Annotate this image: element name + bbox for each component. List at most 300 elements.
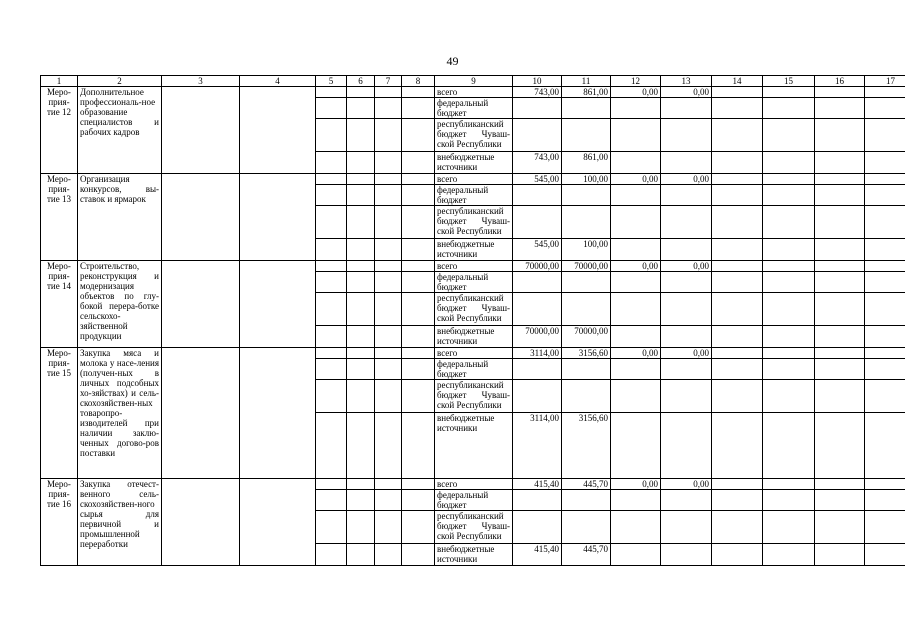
amount-cell: 70000,00 (513, 326, 562, 348)
empty-cell (865, 544, 905, 566)
empty-cell (815, 293, 865, 326)
funding-source-cell: всего (435, 87, 513, 98)
empty-cell (347, 359, 375, 380)
empty-cell (347, 119, 375, 152)
empty-cell (375, 326, 402, 348)
empty-cell (402, 348, 435, 359)
empty-cell (316, 359, 347, 380)
empty-cell (316, 185, 347, 206)
amount-cell (611, 544, 661, 566)
empty-cell (240, 479, 316, 566)
empty-cell (347, 479, 375, 490)
empty-cell (347, 380, 375, 413)
empty-cell (865, 326, 905, 348)
column-number-row (41, 76, 905, 87)
amount-cell (562, 185, 611, 206)
amount-cell: 70000,00 (513, 261, 562, 272)
table-row (41, 479, 905, 490)
empty-cell (712, 511, 763, 544)
amount-cell (611, 293, 661, 326)
page-number: 49 (446, 54, 459, 68)
amount-cell (661, 326, 712, 348)
column-header: 13 (661, 76, 712, 87)
empty-cell (712, 272, 763, 293)
empty-cell (815, 87, 865, 98)
funding-source-cell: федеральный бюджет (435, 359, 513, 380)
empty-cell (375, 185, 402, 206)
empty-cell (865, 348, 905, 359)
amount-cell (562, 511, 611, 544)
column-header: 4 (240, 76, 316, 87)
empty-cell (865, 380, 905, 413)
empty-cell (316, 348, 347, 359)
empty-cell (815, 544, 865, 566)
event-id-cell: Меро- прия- тие 15 (41, 348, 78, 479)
funding-source-cell: республиканский бюджет Чуваш-ской Республики (435, 380, 513, 413)
amount-cell (513, 511, 562, 544)
funding-source-cell: республиканский бюджет Чуваш-ской Республики (435, 206, 513, 239)
empty-cell (712, 348, 763, 359)
table-row (41, 348, 905, 359)
empty-cell (375, 174, 402, 185)
empty-cell (763, 174, 815, 185)
column-header: 5 (316, 76, 347, 87)
empty-cell (815, 174, 865, 185)
funding-source-cell: всего (435, 261, 513, 272)
empty-cell (375, 272, 402, 293)
amount-cell (611, 119, 661, 152)
column-header: 14 (712, 76, 763, 87)
column-header: 9 (435, 76, 513, 87)
empty-cell (316, 239, 347, 261)
funding-source-cell: федеральный бюджет (435, 272, 513, 293)
empty-cell (162, 87, 240, 174)
empty-cell (402, 359, 435, 380)
amount-cell (661, 490, 712, 511)
amount-cell (611, 185, 661, 206)
amount-cell: 743,00 (513, 87, 562, 98)
budget-table (40, 75, 905, 566)
amount-cell (562, 380, 611, 413)
empty-cell (763, 413, 815, 479)
event-name-cell: Закупка отечест-венного сель-скохозяйствен-ного сырья для первичной и промышленной переработки (78, 479, 162, 566)
empty-cell (712, 185, 763, 206)
empty-cell (763, 326, 815, 348)
empty-cell (347, 511, 375, 544)
empty-cell (347, 98, 375, 119)
empty-cell (316, 206, 347, 239)
amount-cell (513, 380, 562, 413)
column-header: 2 (78, 76, 162, 87)
empty-cell (375, 544, 402, 566)
amount-cell (611, 490, 661, 511)
empty-cell (402, 152, 435, 174)
empty-cell (815, 511, 865, 544)
empty-cell (347, 348, 375, 359)
empty-cell (815, 98, 865, 119)
empty-cell (712, 152, 763, 174)
empty-cell (402, 511, 435, 544)
empty-cell (402, 119, 435, 152)
empty-cell (865, 479, 905, 490)
empty-cell (402, 174, 435, 185)
empty-cell (763, 293, 815, 326)
event-name-cell: Организация конкурсов, вы-ставок и ярмарок (78, 174, 162, 261)
funding-source-cell: внебюджетные источники (435, 544, 513, 566)
empty-cell (316, 479, 347, 490)
empty-cell (763, 272, 815, 293)
empty-cell (316, 261, 347, 272)
amount-cell (611, 326, 661, 348)
empty-cell (316, 152, 347, 174)
amount-cell (562, 119, 611, 152)
empty-cell (815, 479, 865, 490)
amount-cell: 0,00 (611, 348, 661, 359)
empty-cell (402, 239, 435, 261)
empty-cell (347, 490, 375, 511)
event-name-cell: Дополнительное профессиональ-ное образование специалистов и рабочих кадров (78, 87, 162, 174)
empty-cell (815, 490, 865, 511)
amount-cell: 0,00 (611, 261, 661, 272)
empty-cell (402, 293, 435, 326)
column-header: 1 (41, 76, 78, 87)
amount-cell (661, 98, 712, 119)
funding-source-cell: федеральный бюджет (435, 490, 513, 511)
empty-cell (763, 98, 815, 119)
empty-cell (865, 98, 905, 119)
funding-source-cell: внебюджетные источники (435, 326, 513, 348)
amount-cell (562, 98, 611, 119)
amount-cell: 70000,00 (562, 261, 611, 272)
event-id-cell: Меро- прия- тие 13 (41, 174, 78, 261)
funding-source-cell: республиканский бюджет Чуваш-ской Республики (435, 293, 513, 326)
table-row (41, 87, 905, 98)
empty-cell (763, 490, 815, 511)
empty-cell (712, 544, 763, 566)
amount-cell: 0,00 (661, 87, 712, 98)
empty-cell (815, 239, 865, 261)
empty-cell (375, 348, 402, 359)
empty-cell (402, 413, 435, 479)
amount-cell (611, 206, 661, 239)
amount-cell: 743,00 (513, 152, 562, 174)
table-row (41, 261, 905, 272)
empty-cell (815, 119, 865, 152)
empty-cell (763, 359, 815, 380)
amount-cell (661, 206, 712, 239)
empty-cell (402, 87, 435, 98)
empty-cell (316, 174, 347, 185)
empty-cell (316, 380, 347, 413)
column-header: 3 (162, 76, 240, 87)
empty-cell (316, 413, 347, 479)
empty-cell (865, 206, 905, 239)
funding-source-cell: внебюджетные источники (435, 413, 513, 479)
empty-cell (402, 206, 435, 239)
empty-cell (815, 272, 865, 293)
empty-cell (815, 152, 865, 174)
empty-cell (375, 87, 402, 98)
empty-cell (375, 511, 402, 544)
empty-cell (712, 326, 763, 348)
empty-cell (402, 261, 435, 272)
empty-cell (763, 152, 815, 174)
amount-cell (661, 380, 712, 413)
amount-cell: 0,00 (611, 87, 661, 98)
amount-cell: 445,70 (562, 544, 611, 566)
amount-cell (562, 272, 611, 293)
empty-cell (240, 261, 316, 348)
empty-cell (316, 272, 347, 293)
empty-cell (162, 261, 240, 348)
amount-cell (513, 490, 562, 511)
empty-cell (712, 490, 763, 511)
amount-cell: 3114,00 (513, 348, 562, 359)
empty-cell (316, 490, 347, 511)
empty-cell (712, 479, 763, 490)
empty-cell (865, 413, 905, 479)
empty-cell (402, 544, 435, 566)
empty-cell (865, 511, 905, 544)
funding-source-cell: республиканский бюджет Чуваш-ской Республики (435, 511, 513, 544)
amount-cell: 861,00 (562, 87, 611, 98)
empty-cell (763, 380, 815, 413)
empty-cell (712, 206, 763, 239)
funding-source-cell: всего (435, 348, 513, 359)
amount-cell (611, 239, 661, 261)
empty-cell (162, 174, 240, 261)
amount-cell (661, 511, 712, 544)
amount-cell (661, 413, 712, 479)
empty-cell (375, 239, 402, 261)
empty-cell (347, 413, 375, 479)
amount-cell (562, 206, 611, 239)
amount-cell: 0,00 (661, 174, 712, 185)
amount-cell (513, 206, 562, 239)
empty-cell (865, 174, 905, 185)
empty-cell (347, 544, 375, 566)
amount-cell (611, 380, 661, 413)
amount-cell (611, 359, 661, 380)
funding-source-cell: республиканский бюджет Чуваш-ской Республики (435, 119, 513, 152)
amount-cell: 0,00 (661, 348, 712, 359)
empty-cell (712, 359, 763, 380)
column-header: 15 (763, 76, 815, 87)
empty-cell (316, 293, 347, 326)
amount-cell (611, 152, 661, 174)
empty-cell (815, 413, 865, 479)
amount-cell: 445,70 (562, 479, 611, 490)
amount-cell (611, 98, 661, 119)
empty-cell (712, 119, 763, 152)
empty-cell (865, 359, 905, 380)
empty-cell (347, 272, 375, 293)
empty-cell (375, 206, 402, 239)
empty-cell (316, 119, 347, 152)
empty-cell (712, 87, 763, 98)
empty-cell (347, 174, 375, 185)
empty-cell (712, 293, 763, 326)
amount-cell (661, 293, 712, 326)
empty-cell (763, 511, 815, 544)
amount-cell: 3156,60 (562, 348, 611, 359)
table-row (41, 174, 905, 185)
empty-cell (402, 479, 435, 490)
amount-cell (562, 490, 611, 511)
amount-cell (513, 185, 562, 206)
empty-cell (347, 293, 375, 326)
funding-source-cell: внебюджетные источники (435, 152, 513, 174)
empty-cell (865, 239, 905, 261)
empty-cell (763, 206, 815, 239)
empty-cell (865, 119, 905, 152)
amount-cell: 0,00 (611, 479, 661, 490)
empty-cell (712, 413, 763, 479)
empty-cell (240, 87, 316, 174)
amount-cell (661, 239, 712, 261)
empty-cell (375, 98, 402, 119)
funding-source-cell: всего (435, 174, 513, 185)
empty-cell (815, 359, 865, 380)
empty-cell (347, 239, 375, 261)
empty-cell (712, 239, 763, 261)
empty-cell (375, 413, 402, 479)
empty-cell (240, 348, 316, 479)
empty-cell (763, 544, 815, 566)
empty-cell (865, 272, 905, 293)
amount-cell (611, 272, 661, 293)
empty-cell (402, 380, 435, 413)
empty-cell (763, 261, 815, 272)
empty-cell (865, 152, 905, 174)
empty-cell (347, 326, 375, 348)
column-header: 6 (347, 76, 375, 87)
event-name-cell: Закупка мяса и молока у насе-ления (получен-ных в личных подсобных хо-зяйствах) и сель-скохозяйствен-ных товаропро-изводителей при наличии заклю-ченных догово-ров поставки (78, 348, 162, 479)
empty-cell (815, 206, 865, 239)
amount-cell (513, 359, 562, 380)
empty-cell (316, 326, 347, 348)
event-id-cell: Меро- прия- тие 14 (41, 261, 78, 348)
amount-cell (661, 119, 712, 152)
empty-cell (763, 185, 815, 206)
funding-source-cell: всего (435, 479, 513, 490)
empty-cell (347, 185, 375, 206)
empty-cell (865, 185, 905, 206)
column-header: 12 (611, 76, 661, 87)
empty-cell (815, 261, 865, 272)
empty-cell (347, 152, 375, 174)
empty-cell (375, 152, 402, 174)
table-body (41, 76, 905, 566)
empty-cell (375, 479, 402, 490)
funding-source-cell: федеральный бюджет (435, 185, 513, 206)
amount-cell (661, 185, 712, 206)
empty-cell (815, 326, 865, 348)
amount-cell: 0,00 (661, 261, 712, 272)
empty-cell (375, 359, 402, 380)
empty-cell (316, 98, 347, 119)
amount-cell: 100,00 (562, 174, 611, 185)
column-header: 16 (815, 76, 865, 87)
amount-cell (513, 272, 562, 293)
empty-cell (162, 348, 240, 479)
amount-cell: 861,00 (562, 152, 611, 174)
amount-cell (611, 511, 661, 544)
empty-cell (402, 490, 435, 511)
column-header: 11 (562, 76, 611, 87)
amount-cell (513, 119, 562, 152)
amount-cell (661, 359, 712, 380)
amount-cell (513, 98, 562, 119)
event-id-cell: Меро- прия- тие 12 (41, 87, 78, 174)
amount-cell: 0,00 (661, 479, 712, 490)
empty-cell (402, 98, 435, 119)
amount-cell: 3114,00 (513, 413, 562, 479)
empty-cell (763, 239, 815, 261)
amount-cell (513, 293, 562, 326)
amount-cell: 415,40 (513, 479, 562, 490)
empty-cell (865, 261, 905, 272)
empty-cell (240, 174, 316, 261)
empty-cell (402, 185, 435, 206)
empty-cell (316, 87, 347, 98)
empty-cell (763, 119, 815, 152)
empty-cell (375, 261, 402, 272)
event-name-cell: Строительство, реконструкция и модернизация объектов по глу-бокой перера-ботке сельскохо-зяйственной продукции (78, 261, 162, 348)
empty-cell (763, 348, 815, 359)
empty-cell (375, 293, 402, 326)
empty-cell (162, 479, 240, 566)
funding-source-cell: внебюджетные источники (435, 239, 513, 261)
empty-cell (865, 293, 905, 326)
empty-cell (815, 380, 865, 413)
empty-cell (712, 380, 763, 413)
amount-cell (661, 152, 712, 174)
empty-cell (375, 380, 402, 413)
amount-cell (562, 293, 611, 326)
empty-cell (316, 511, 347, 544)
amount-cell (661, 544, 712, 566)
empty-cell (712, 174, 763, 185)
empty-cell (815, 185, 865, 206)
empty-cell (316, 544, 347, 566)
amount-cell: 100,00 (562, 239, 611, 261)
empty-cell (865, 87, 905, 98)
amount-cell (611, 413, 661, 479)
column-header: 8 (402, 76, 435, 87)
amount-cell (661, 272, 712, 293)
amount-cell: 3156,60 (562, 413, 611, 479)
event-id-cell: Меро- прия- тие 16 (41, 479, 78, 566)
amount-cell: 415,40 (513, 544, 562, 566)
column-header: 10 (513, 76, 562, 87)
amount-cell (562, 359, 611, 380)
amount-cell: 0,00 (611, 174, 661, 185)
empty-cell (712, 98, 763, 119)
amount-cell: 545,00 (513, 174, 562, 185)
empty-cell (815, 348, 865, 359)
funding-source-cell: федеральный бюджет (435, 98, 513, 119)
empty-cell (375, 119, 402, 152)
empty-cell (347, 87, 375, 98)
empty-cell (402, 326, 435, 348)
empty-cell (763, 479, 815, 490)
empty-cell (347, 261, 375, 272)
empty-cell (712, 261, 763, 272)
empty-cell (865, 490, 905, 511)
empty-cell (402, 272, 435, 293)
empty-cell (347, 206, 375, 239)
